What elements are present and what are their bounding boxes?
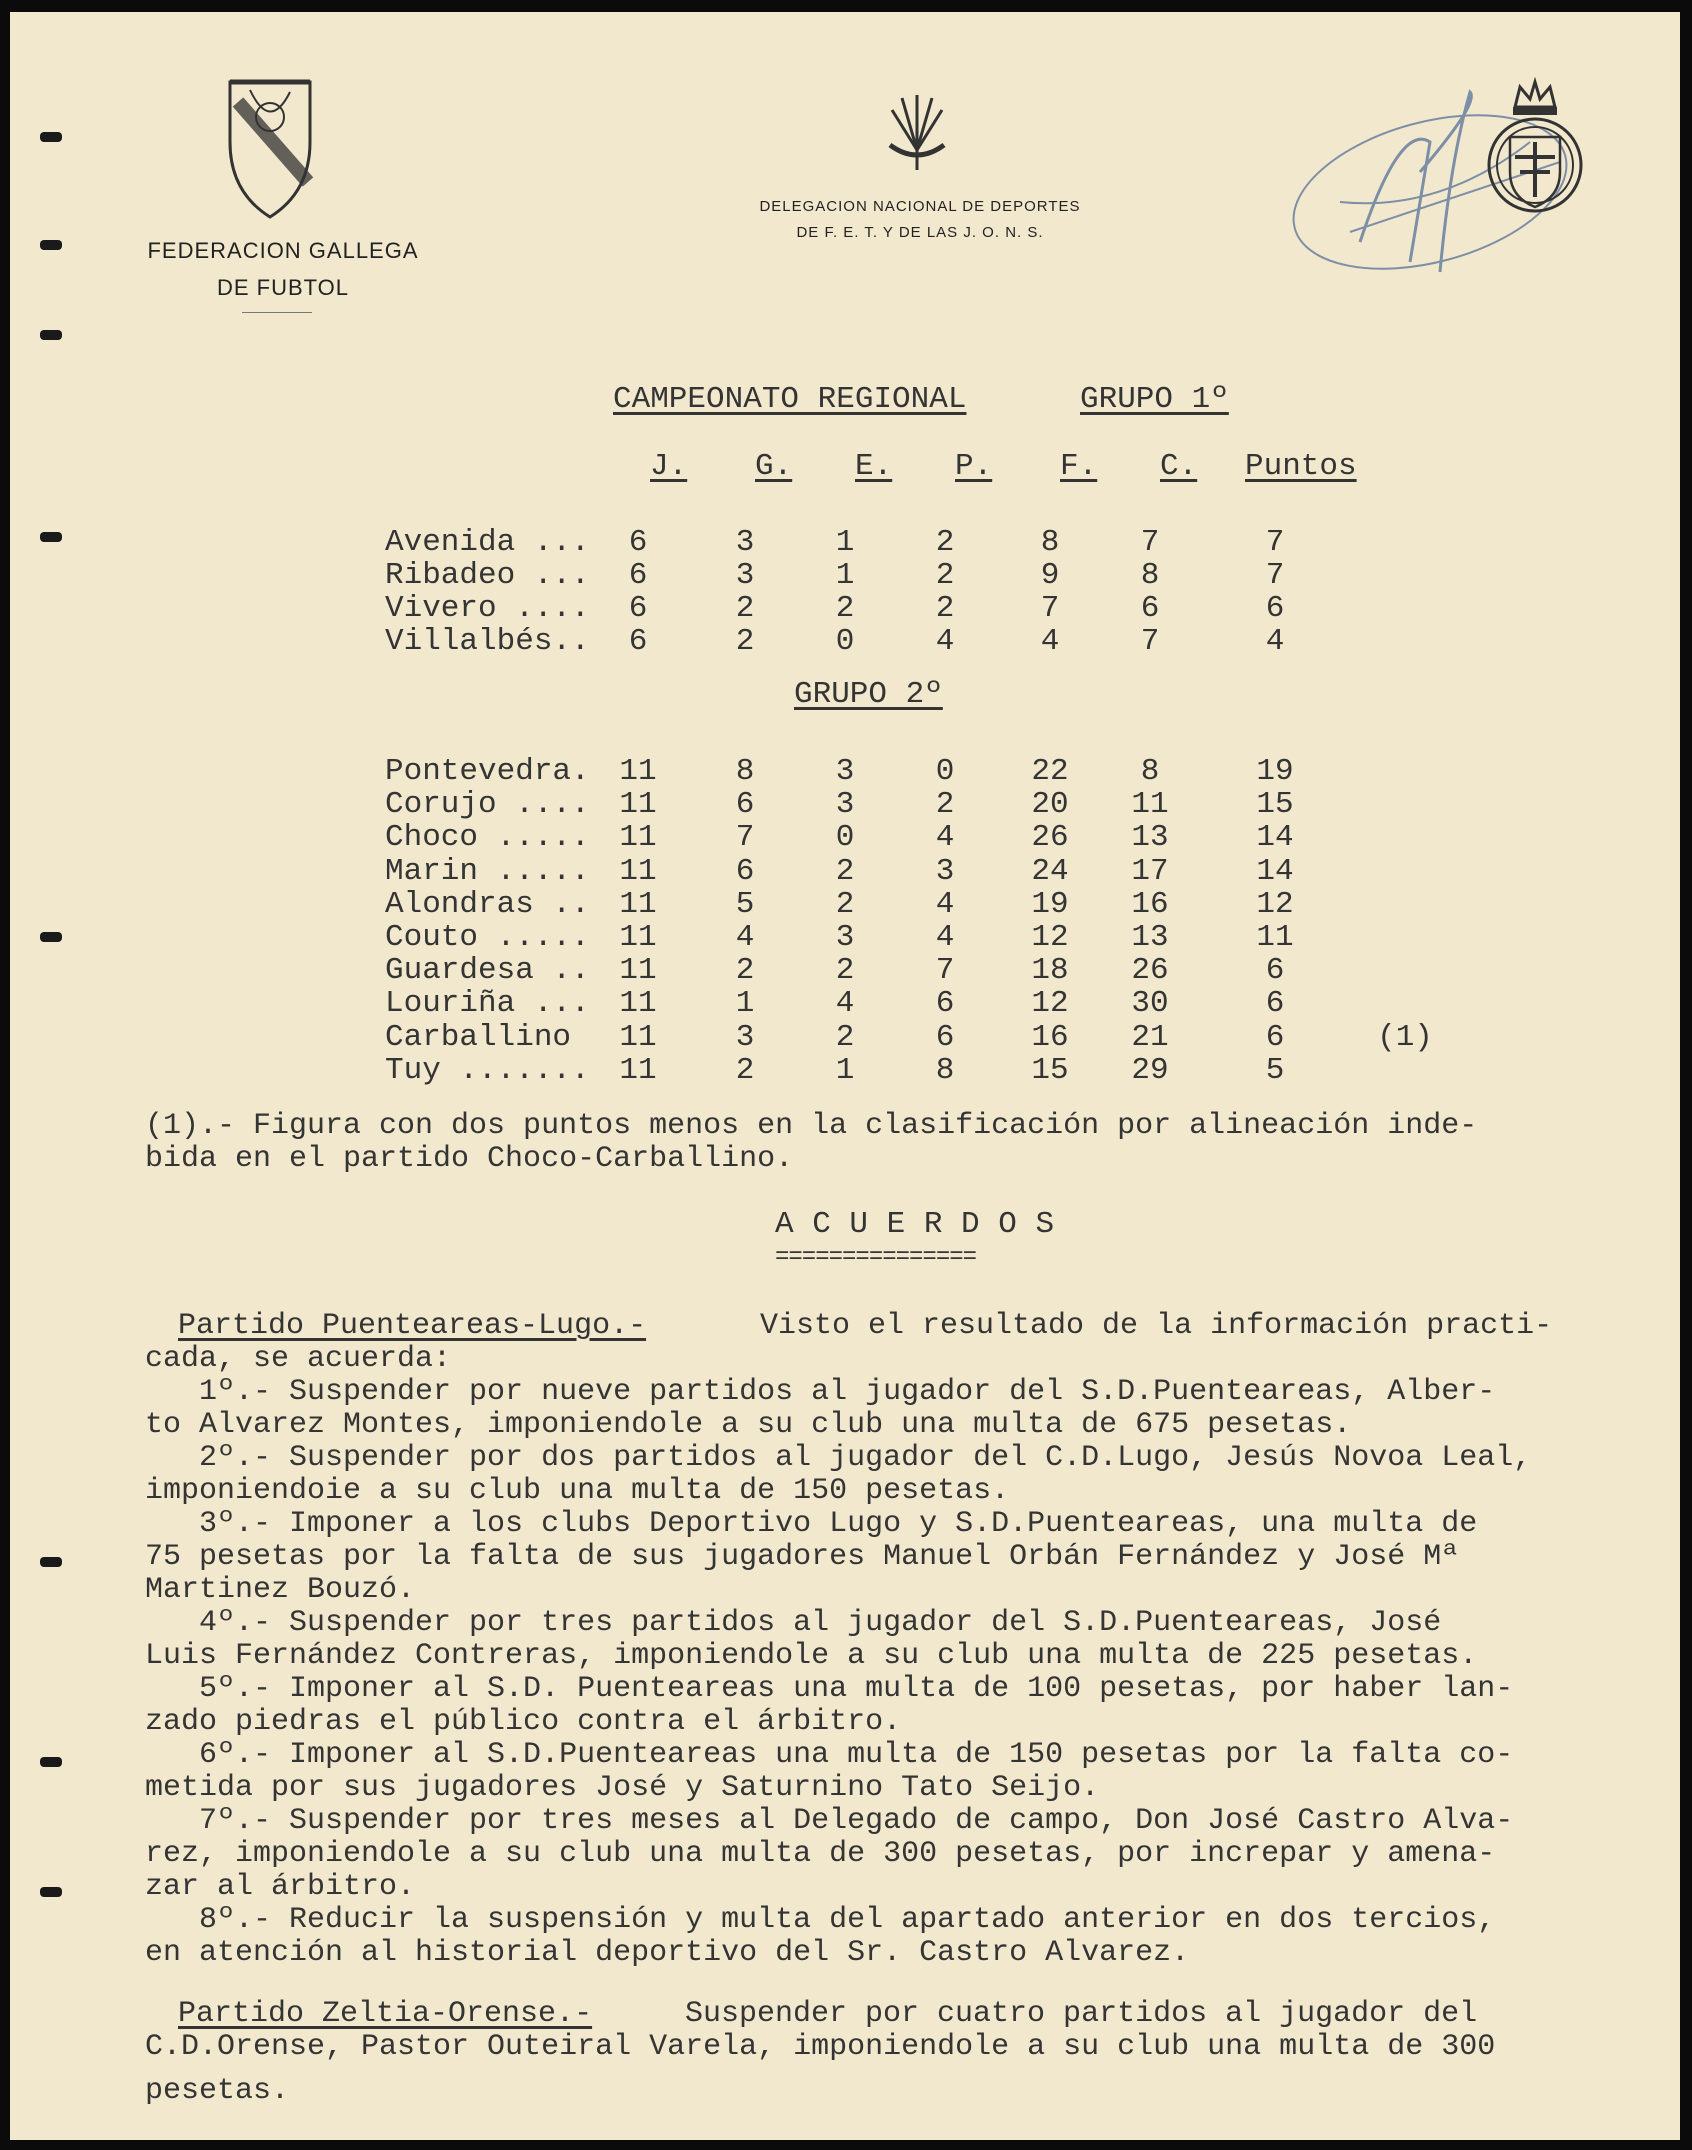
team-name: Villalbés..	[385, 624, 590, 659]
cell-pts: 6	[1265, 1019, 1285, 1055]
team-name: Louriña ...	[385, 986, 590, 1022]
delegation-name	[710, 194, 1130, 246]
section-2-line-3: pesetas.	[145, 2074, 290, 2108]
cell-pts: 15	[1256, 787, 1294, 823]
cell-e: 1	[835, 558, 855, 593]
cell-p: 6	[935, 986, 955, 1022]
cell-e: 2	[835, 1019, 855, 1055]
cell-pts: 6	[1265, 986, 1285, 1022]
punch-mark	[40, 932, 62, 942]
column-header-puntos: Puntos	[1245, 449, 1357, 484]
cell-f: 22	[1031, 754, 1069, 789]
cell-j: 6	[628, 591, 648, 626]
column-header-e: E.	[855, 449, 893, 484]
section-1-line: zar al árbitro.	[145, 1870, 416, 1904]
cell-g: 7	[735, 820, 755, 856]
cell-f: 12	[1031, 920, 1069, 955]
cell-c: 21	[1131, 1019, 1169, 1055]
section-2-line-1: Suspender por cuatro partidos al jugador del	[685, 1997, 1478, 2031]
cell-e: 2	[835, 953, 855, 989]
cell-j: 11	[619, 1052, 657, 1088]
cell-c: 17	[1131, 853, 1169, 889]
cell-c: 13	[1131, 920, 1169, 955]
section-2-heading: Partido Zeltia-Orense.-	[178, 1997, 593, 2031]
cell-e: 2	[835, 886, 855, 922]
section-1-line: 75 pesetas por la falta de sus jugadores Manuel Orbán Fernández y José Mª	[145, 1540, 1460, 1574]
federation-shield-icon	[220, 72, 320, 222]
table-row	[385, 754, 1485, 788]
section-1-line: Visto el resultado de la información practi-	[760, 1309, 1553, 1343]
cell-e: 1	[835, 1052, 855, 1088]
cell-g: 3	[735, 1019, 755, 1055]
delegation-line-1: DELEGACION NACIONAL DE DEPORTES	[759, 198, 1081, 215]
cell-pts: 14	[1256, 820, 1294, 856]
cell-pts: 11	[1256, 920, 1294, 955]
cell-e: 3	[835, 920, 855, 955]
team-name: Pontevedra.	[385, 754, 590, 789]
cell-p: 6	[935, 1019, 955, 1055]
cell-pts: 5	[1265, 1052, 1285, 1088]
section-1-line: Luis Fernández Contreras, imponiendole a su club una multa de 225 pesetas.	[145, 1639, 1478, 1673]
document-page	[10, 12, 1680, 2140]
section-1-line: 2º.- Suspender por dos partidos al jugador del C.D.Lugo, Jesús Novoa Leal,	[145, 1441, 1532, 1475]
cell-g: 2	[735, 591, 755, 626]
federation-line-2: DE FUBTOL	[216, 275, 350, 300]
acuerdos-rule: ===============	[775, 1244, 977, 1271]
cell-pts: 12	[1256, 886, 1294, 922]
cell-p: 4	[935, 886, 955, 922]
cell-g: 8	[735, 754, 755, 789]
table-row	[385, 820, 1485, 854]
cell-j: 11	[619, 920, 657, 955]
table-row	[385, 1053, 1485, 1087]
cell-j: 11	[619, 787, 657, 823]
section-1-line: 8º.- Reducir la suspensión y multa del apartado anterior en dos tercios,	[145, 1903, 1496, 1937]
cell-j: 11	[619, 886, 657, 922]
cell-pts: 4	[1265, 624, 1285, 659]
cell-g: 2	[735, 624, 755, 659]
team-name: Guardesa ..	[385, 953, 590, 989]
cell-c: 29	[1131, 1052, 1169, 1088]
footnote-line-1: (1).- Figura con dos puntos menos en la clasificación por alineación inde-	[145, 1109, 1478, 1143]
cell-g: 3	[735, 558, 755, 593]
cell-p: 4	[935, 820, 955, 856]
column-header-p: P.	[955, 449, 993, 484]
cell-pts: 19	[1256, 754, 1294, 789]
cell-p: 2	[935, 558, 955, 593]
cell-e: 0	[835, 624, 855, 659]
cell-p: 4	[935, 624, 955, 659]
cell-g: 2	[735, 1052, 755, 1088]
column-header-f: F.	[1060, 449, 1098, 484]
cell-f: 16	[1031, 1019, 1069, 1055]
federation-name	[128, 232, 438, 306]
section-1-line: 6º.- Imponer al S.D.Puenteareas una multa de 150 pesetas por la falta co-	[145, 1738, 1514, 1772]
table-row	[385, 558, 1485, 592]
cell-pts: 14	[1256, 853, 1294, 889]
table-row	[385, 787, 1485, 821]
table-row	[385, 525, 1485, 559]
cell-f: 26	[1031, 820, 1069, 856]
punch-mark	[40, 1557, 62, 1567]
team-name: Couto .....	[385, 920, 590, 955]
cell-f: 8	[1040, 525, 1060, 560]
column-header-g: G.	[755, 449, 793, 484]
section-1-line: rez, imponiendole a su club una multa de 300 pesetas, por increpar y amena-	[145, 1837, 1496, 1871]
campeonato-title: CAMPEONATO REGIONAL	[613, 382, 967, 417]
cell-j: 11	[619, 754, 657, 789]
section-1-line: en atención al historial deportivo del Sr. Castro Alvarez.	[145, 1936, 1190, 1970]
cell-g: 6	[735, 787, 755, 823]
punch-mark	[40, 330, 62, 340]
punch-mark	[40, 1887, 62, 1897]
cell-f: 9	[1040, 558, 1060, 593]
cell-f: 20	[1031, 787, 1069, 823]
punch-mark	[40, 532, 62, 542]
cell-e: 2	[835, 853, 855, 889]
section-1-line: metida por sus jugadores José y Saturnino Tato Seijo.	[145, 1771, 1100, 1805]
punch-mark	[40, 1757, 62, 1767]
team-name: Corujo ....	[385, 787, 590, 823]
section-1-line: imponiendoie a su club una multa de 150 pesetas.	[145, 1474, 1010, 1508]
cell-g: 4	[735, 920, 755, 955]
cell-f: 7	[1040, 591, 1060, 626]
section-1-line: Martinez Bouzó.	[145, 1573, 416, 1607]
cell-c: 30	[1131, 986, 1169, 1022]
cell-g: 6	[735, 853, 755, 889]
delegation-line-2: DE F. E. T. Y DE LAS J. O. N. S.	[796, 224, 1044, 241]
cell-c: 6	[1140, 591, 1160, 626]
section-1-line: 7º.- Suspender por tres meses al Delegado de campo, Don José Castro Alva-	[145, 1804, 1514, 1838]
cell-j: 11	[619, 853, 657, 889]
section-1-line: 5º.- Imponer al S.D. Puenteareas una multa de 100 pesetas, por haber lan-	[145, 1672, 1514, 1706]
team-name: Carballino	[385, 1019, 572, 1055]
cell-f: 18	[1031, 953, 1069, 989]
team-name: Avenida ...	[385, 525, 590, 560]
grupo-1-title: GRUPO 1º	[1080, 382, 1229, 417]
cell-f: 4	[1040, 624, 1060, 659]
cell-g: 5	[735, 886, 755, 922]
column-header-c: C.	[1160, 449, 1198, 484]
section-1-line: to Alvarez Montes, imponiendole a su club una multa de 675 pesetas.	[145, 1408, 1352, 1442]
cell-j: 6	[628, 624, 648, 659]
cell-e: 3	[835, 787, 855, 823]
cell-p: 2	[935, 591, 955, 626]
section-1-heading: Partido Puenteareas-Lugo.-	[178, 1309, 647, 1343]
yoke-arrows-emblem-icon	[882, 90, 952, 180]
cell-j: 11	[619, 986, 657, 1022]
table-row	[385, 986, 1485, 1020]
cell-c: 8	[1140, 558, 1160, 593]
cell-c: 16	[1131, 886, 1169, 922]
cell-g: 2	[735, 953, 755, 989]
cell-j: 11	[619, 820, 657, 856]
grupo-2-title: GRUPO 2º	[794, 677, 943, 712]
table-row	[385, 591, 1485, 625]
cell-p: 7	[935, 953, 955, 989]
cell-e: 4	[835, 986, 855, 1022]
footnote-line-2: bida en el partido Choco-Carballino.	[145, 1142, 794, 1176]
cell-j: 6	[628, 525, 648, 560]
cell-f: 19	[1031, 886, 1069, 922]
team-name: Vivero ....	[385, 591, 590, 626]
team-name: Choco .....	[385, 820, 590, 856]
cell-f: 24	[1031, 853, 1069, 889]
cell-f: 12	[1031, 986, 1069, 1022]
cell-c: 7	[1140, 525, 1160, 560]
cell-p: 3	[935, 853, 955, 889]
cell-pts: 6	[1265, 591, 1285, 626]
section-1-line: 4º.- Suspender por tres partidos al jugador del S.D.Puenteareas, José	[145, 1606, 1442, 1640]
cell-c: 7	[1140, 624, 1160, 659]
cell-f: 15	[1031, 1052, 1069, 1088]
cell-c: 26	[1131, 953, 1169, 989]
federation-line-1: FEDERACION GALLEGA	[147, 238, 419, 263]
cell-p: 8	[935, 1052, 955, 1088]
table-row	[385, 624, 1485, 658]
cell-pts: 7	[1265, 558, 1285, 593]
punch-mark	[40, 132, 62, 142]
cell-p: 4	[935, 920, 955, 955]
cell-e: 1	[835, 525, 855, 560]
cell-g: 3	[735, 525, 755, 560]
team-name: Ribadeo ...	[385, 558, 590, 593]
cell-c: 11	[1131, 787, 1169, 823]
acuerdos-title: A C U E R D O S	[775, 1207, 1055, 1242]
table-row	[385, 1020, 1485, 1054]
section-2-line-2: C.D.Orense, Pastor Outeiral Varela, imponiendole a su club una multa de 300	[145, 2030, 1496, 2064]
divider	[242, 312, 312, 313]
team-name: Tuy .......	[385, 1052, 590, 1088]
cell-j: 11	[619, 953, 657, 989]
cell-g: 1	[735, 986, 755, 1022]
cell-p: 2	[935, 787, 955, 823]
section-1-line: 3º.- Imponer a los clubs Deportivo Lugo y S.D.Puenteareas, una multa de	[145, 1507, 1478, 1541]
crowned-emblem-icon	[1480, 77, 1590, 227]
cell-c: 8	[1140, 754, 1160, 789]
punch-mark	[40, 240, 62, 250]
team-name: Alondras ..	[385, 886, 590, 922]
cell-pts: 6	[1265, 953, 1285, 989]
team-name: Marin .....	[385, 853, 590, 889]
cell-e: 3	[835, 754, 855, 789]
table-row	[385, 887, 1485, 921]
section-1-line: cada, se acuerda:	[145, 1342, 452, 1376]
section-1-line: zado piedras el público contra el árbitro.	[145, 1705, 902, 1739]
cell-j: 11	[619, 1019, 657, 1055]
cell-e: 0	[835, 820, 855, 856]
table-row	[385, 953, 1485, 987]
cell-p: 2	[935, 525, 955, 560]
cell-e: 2	[835, 591, 855, 626]
cell-pts: 7	[1265, 525, 1285, 560]
cell-p: 0	[935, 754, 955, 789]
cell-note: (1)	[1377, 1019, 1433, 1055]
cell-j: 6	[628, 558, 648, 593]
section-1-line: 1º.- Suspender por nueve partidos al jugador del S.D.Puenteareas, Alber-	[145, 1375, 1496, 1409]
table-row	[385, 854, 1485, 888]
column-header-j: J.	[650, 449, 688, 484]
cell-c: 13	[1131, 820, 1169, 856]
table-row	[385, 920, 1485, 954]
